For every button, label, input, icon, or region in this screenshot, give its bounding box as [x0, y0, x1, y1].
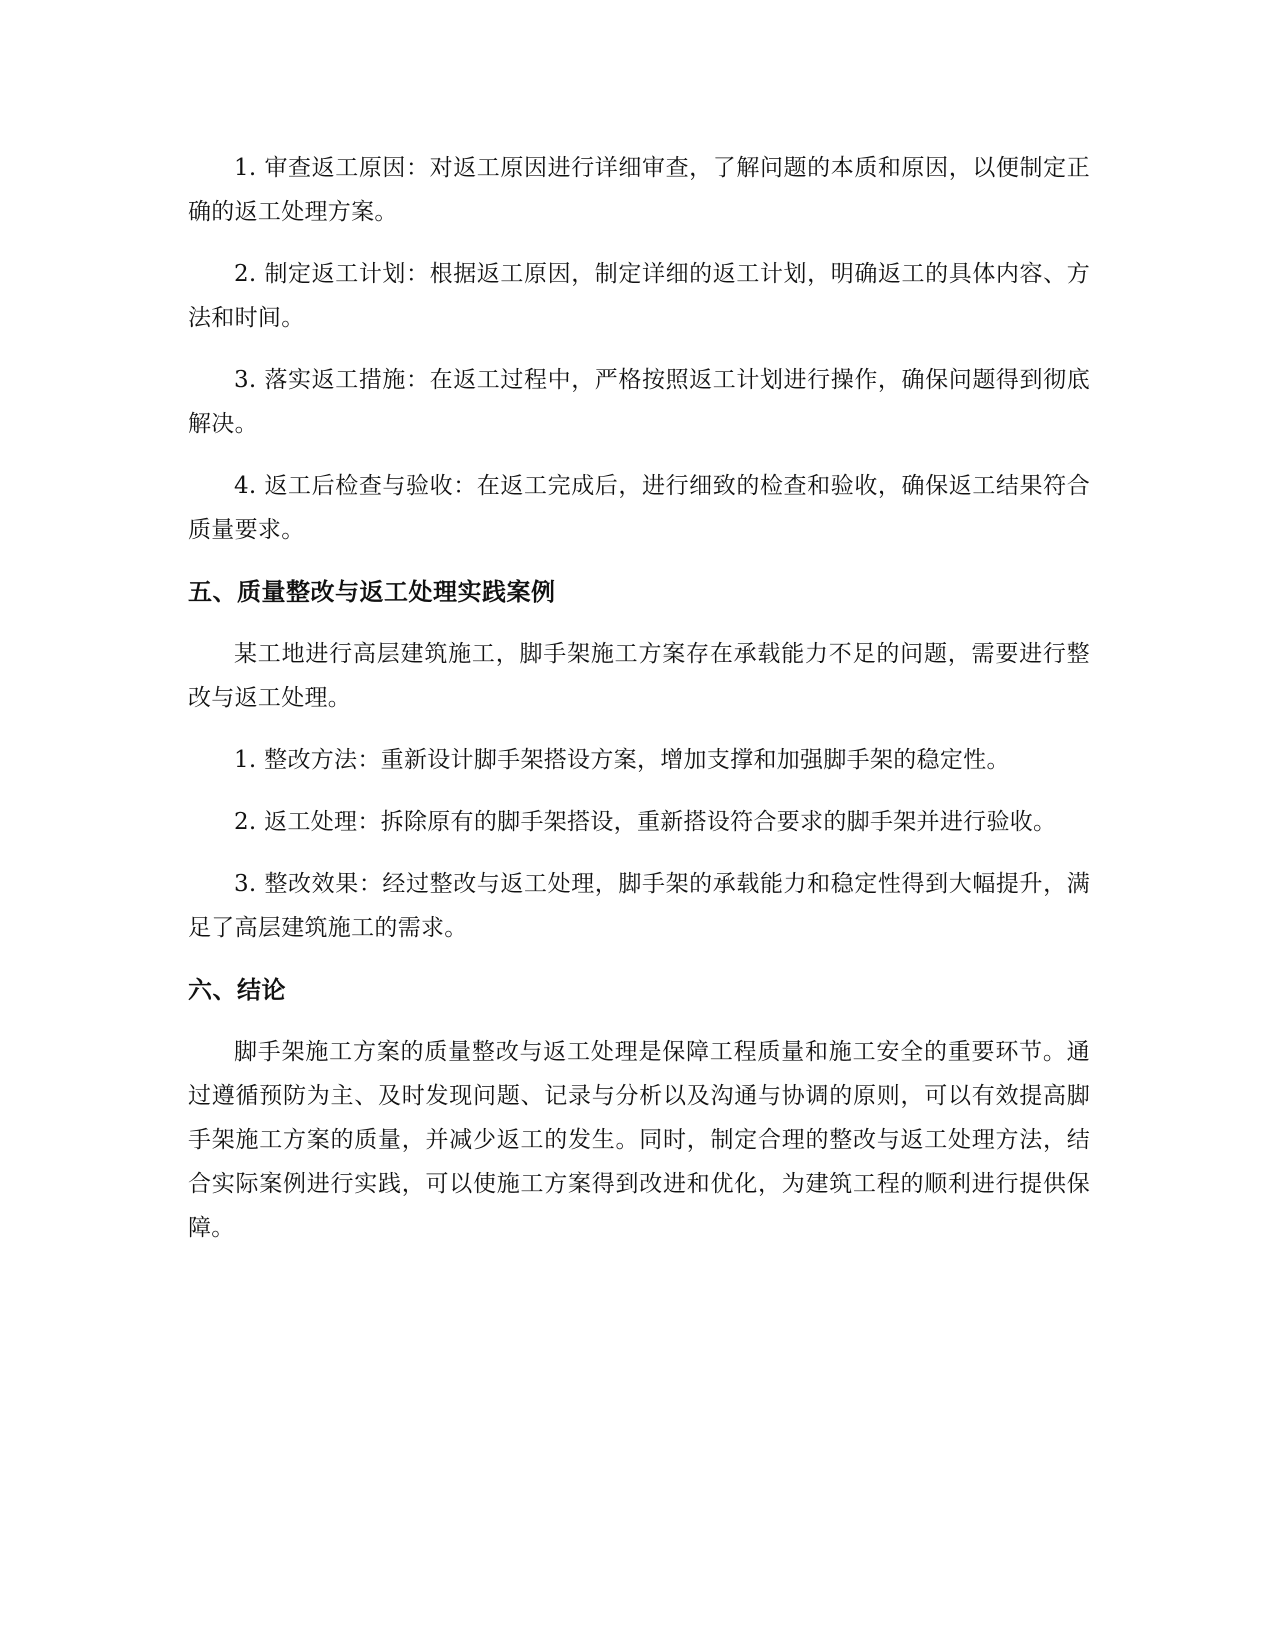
list-item: 1. 审查返工原因：对返工原因进行详细审查，了解问题的本质和原因，以便制定正确的返工处理方案。 — [188, 155, 1090, 225]
section-intro: 某工地进行高层建筑施工，脚手架施工方案存在承载能力不足的问题，需要进行整改与返工处理。 — [188, 641, 1090, 711]
list-item: 2. 制定返工计划：根据返工原因，制定详细的返工计划，明确返工的具体内容、方法和时间。 — [188, 261, 1090, 331]
document-body — [188, 146, 1090, 1268]
list-item: 4. 返工后检查与验收：在返工完成后，进行细致的检查和验收，确保返工结果符合质量要求。 — [188, 473, 1090, 543]
section-heading: 六、结论 — [188, 976, 286, 1004]
conclusion-paragraph: 脚手架施工方案的质量整改与返工处理是保障工程质量和施工安全的重要环节。通过遵循预防为主、及时发现问题、记录与分析以及沟通与协调的原则，可以有效提高脚手架施工方案的质量，并减少返工的发生。同时，制定合理的整改与返工处理方法，结合实际案例进行实践，可以使施工方案得到改进和优化，为建筑工程的顺利进行提供保障。 — [188, 1039, 1090, 1241]
list-item: 1. 整改方法：重新设计脚手架搭设方案，增加支撑和加强脚手架的稳定性。 — [234, 747, 1010, 773]
section-heading: 五、质量整改与返工处理实践案例 — [188, 578, 556, 606]
list-item: 3. 落实返工措施：在返工过程中，严格按照返工计划进行操作，确保问题得到彻底解决。 — [188, 367, 1090, 437]
list-item: 3. 整改效果：经过整改与返工处理，脚手架的承载能力和稳定性得到大幅提升，满足了高层建筑施工的需求。 — [188, 871, 1090, 941]
list-item: 2. 返工处理：拆除原有的脚手架搭设，重新搭设符合要求的脚手架并进行验收。 — [234, 809, 1057, 835]
